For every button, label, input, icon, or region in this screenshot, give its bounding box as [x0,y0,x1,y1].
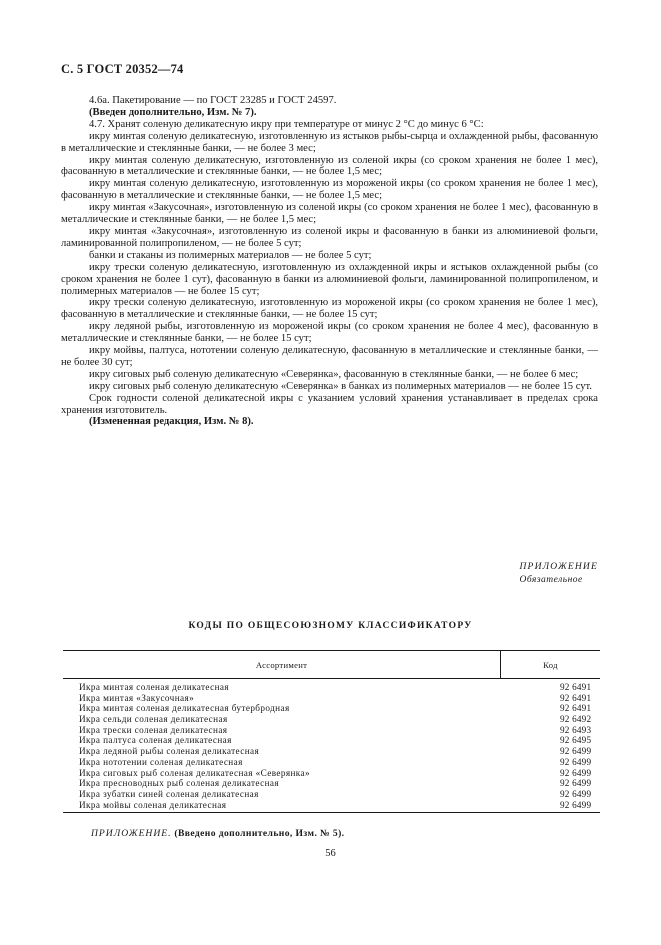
row-assortment: Икра мойвы соленая деликатесная [79,799,227,810]
row-assortment: Икра ледяной рыбы соленая деликатесная [79,746,260,757]
storage-item: икру трески соленую деликатесную, изготовленную из охлажденной икры и ястыков охлажденной рыбы (со сроком хранения не более 1 сут), фасованную в банки из алюминиевой фольги, ламинированной полипропиленом, и полимерных материалов — не более 15 сут; [61,261,598,297]
table-row [63,746,600,757]
table-body [63,679,600,812]
table-row [63,735,600,746]
row-code: 92 6491 [560,703,592,714]
storage-item: икру минтая соленую деликатесную, изготовленную из ястыков рыбы-сырца и охлажденной рыбы, фасованную в металлические и стеклянные банки, — не более 3 мес; [61,130,598,154]
table-row [63,693,600,704]
page-header: С. 5 ГОСТ 20352—74 [61,62,184,76]
row-assortment: Икра зубатки синей соленая деликатесная [79,788,259,799]
page-number: 56 [325,848,336,859]
storage-item: икру минтая соленую деликатесную, изготовленную из соленой икры (со сроком хранения не более 1 мес), фасованную в металлические и стеклянные банки, — не более 1,5 мес; [61,154,598,178]
classifier-codes-table [63,650,600,813]
table-row [63,757,600,768]
appendix-status: Обязательное [519,574,583,585]
storage-item: икру сиговых рыб соленую деликатесную «Северянка», фасованную в стеклянные банки, — не более 6 мес; [89,368,579,380]
row-assortment: Икра минтая соленая деликатесная [79,682,230,692]
storage-item: икру минтая соленую деликатесную, изготовленную из мороженой икры (со сроком хранения не более 1 мес), фасованную в металлические и стеклянные банки, — не более 1,5 мес; [61,178,598,202]
storage-item: икру сиговых рыб соленую деликатесную «Северянка» в банках из полимерных материалов — не более 15 сут. [89,380,593,392]
appendix-label: ПРИЛОЖЕНИЕ [519,562,598,572]
storage-item: икру мойвы, палтуса, нототении соленую деликатесную, фасованную в металлические и стеклянные банки, — не более 30 сут; [61,345,598,368]
table-row [63,725,600,736]
row-assortment: Икра палтуса соленая деликатесная [79,735,232,746]
row-code: 92 6499 [560,756,592,767]
row-assortment: Икра пресноводных рыб соленая деликатесная [79,778,280,789]
column-header-assortment: Ассортимент [63,651,501,678]
table-row [63,800,600,811]
clause-4-7-intro: 4.7. Хранят соленую деликатесную икру при температуре от минус 2 °С до минус 6 °С: [89,118,484,130]
row-code: 92 6499 [560,746,592,757]
table-row [63,682,600,693]
clause-4-7-amendment: (Измененная редакция, Изм. № 8). [89,416,254,428]
storage-item: икру минтая «Закусочная», изготовленную из соленой икры и фасованную в банки из алюминиевой фольги, ламинированной полипропиленом, — не более 5 сут; [61,225,598,249]
table-row [63,714,600,725]
table-row [63,703,600,714]
row-code: 92 6491 [560,682,592,692]
row-code: 92 6491 [560,692,592,703]
table-row [63,768,600,779]
row-assortment: Икра минтая соленая деликатесная бутербродная [79,703,290,714]
shelf-life-paragraph: Срок годности соленой деликатесной икры с указанием условий хранения устанавливает в пределах срока хранения изготовитель. [61,392,598,416]
table-title: КОДЫ ПО ОБЩЕСОЮЗНОМУ КЛАССИФИКАТОРУ [188,621,473,631]
storage-item: икру трески соленую деликатесную, изготовленную из мороженой икры (со сроком хранения не более 1 мес), фасованную в металлические и стеклянные банки, — не более 15 сут; [61,297,598,321]
table-row [63,789,600,800]
row-assortment: Икра нототении соленая деликатесная [79,756,243,767]
storage-item: икру минтая «Закусочная», изготовленную из соленой икры (со сроком хранения не более 1 мес), фасованную в металлические и стеклянные банки, — не более 1,5 мес; [61,202,598,226]
row-assortment: Икра минтая «Закусочная» [79,692,195,703]
row-code: 92 6499 [560,788,592,799]
appendix-heading [520,561,599,586]
row-code: 92 6495 [560,735,592,746]
column-header-code: Код [543,659,558,670]
row-code: 92 6499 [560,767,592,778]
row-code: 92 6493 [560,724,592,735]
row-code: 92 6492 [560,714,592,725]
row-code: 92 6499 [560,799,592,810]
appendix-footnote [91,828,344,839]
row-assortment: Икра трески соленая деликатесная [79,724,228,735]
table-row [63,778,600,789]
footnote-amendment: (Введено дополнительно, Изм. № 5). [174,828,345,839]
storage-section [61,95,598,428]
row-code: 92 6499 [560,778,592,789]
row-assortment: Икра сиговых рыб соленая деликатесная «Северянка» [79,767,311,778]
footnote-label: ПРИЛОЖЕНИЕ. [91,828,172,839]
storage-item: банки и стаканы из полимерных материалов — не более 5 сут; [89,249,372,261]
storage-item: икру ледяной рыбы, изготовленную из мороженой икры (со сроком хранения не более 4 мес), фасованную в металлические и стеклянные банки, — не более 15 сут; [61,321,598,345]
clause-4-6a: 4.6а. Пакетирование — по ГОСТ 23285 и ГОСТ 24597. [89,95,337,106]
table-header [63,651,600,679]
clause-4-6a-amendment: (Введен дополнительно, Изм. № 7). [89,106,257,118]
row-assortment: Икра сельди соленая деликатесная [79,714,228,725]
